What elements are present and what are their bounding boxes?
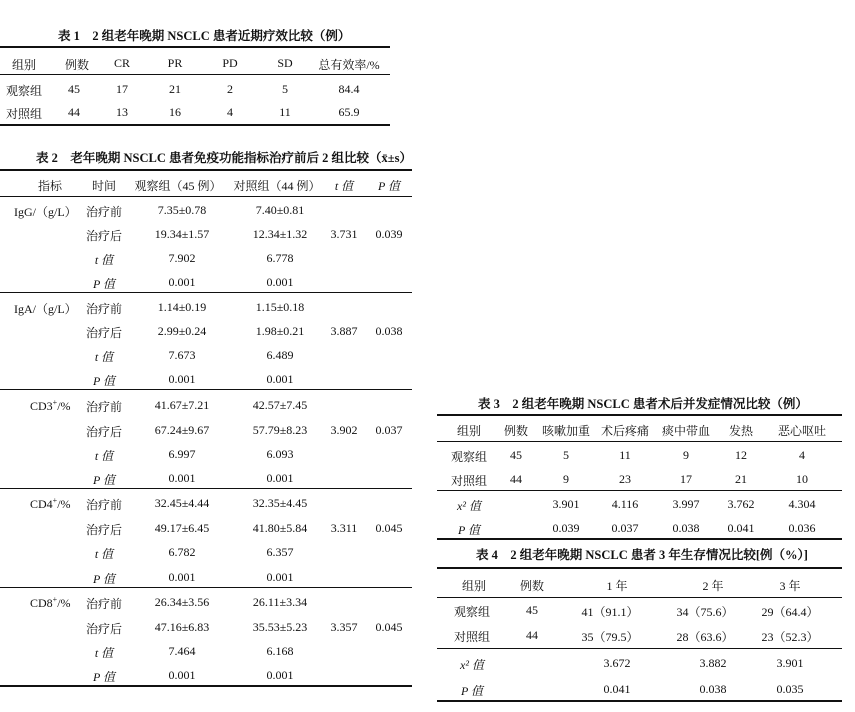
table2-value: 7.902 (168, 251, 196, 265)
table4-cell: 28（63.6） (676, 630, 734, 644)
table2-time: 治疗前 (85, 302, 123, 316)
table3-stat: 0.041 (727, 521, 755, 535)
table4-stat-label: x² 值 (460, 658, 484, 672)
table4-cell: 29（64.4） (761, 605, 819, 619)
table2-value: 67.24±9.67 (154, 423, 210, 437)
table2-header: 时间 (91, 179, 117, 193)
table2-time: t 值 (94, 449, 114, 463)
table4-cell: 45 (526, 603, 538, 617)
table1-header: SD (277, 56, 293, 70)
table2-time: P 值 (92, 374, 116, 388)
table2-time: t 值 (94, 253, 114, 267)
table3-header: 发热 (728, 424, 754, 438)
table2-indicator: CD3+/% (30, 398, 71, 413)
table3-header: 术后疼痛 (600, 424, 650, 438)
table4-stats-rule (437, 648, 842, 649)
table1-cell: 65.9 (338, 105, 360, 119)
table2-time: t 值 (94, 646, 114, 660)
table1-cell: 16 (169, 105, 181, 119)
table2-time: 治疗后 (85, 326, 123, 340)
table2-p: 0.038 (375, 324, 403, 338)
table2-value: 7.464 (168, 644, 196, 658)
table3-header: 咳嗽加重 (541, 424, 591, 438)
table3-stat: 3.997 (672, 497, 700, 511)
table2-value: 0.001 (266, 372, 294, 386)
table2-value: 41.80±5.84 (252, 521, 308, 535)
table3-cell: 44 (510, 472, 522, 486)
table2-time: P 值 (92, 670, 116, 684)
table1-header: PD (222, 56, 238, 70)
table1-cell: 对照组 (5, 107, 43, 121)
table3-stats-rule (437, 490, 842, 491)
table3-cell: 10 (796, 472, 808, 486)
table2-time: 治疗前 (85, 498, 123, 512)
table3-cell: 9 (683, 448, 689, 462)
table2-value: 47.16±6.83 (154, 620, 210, 634)
table3-stat: 0.037 (611, 521, 639, 535)
table2-indicator: IgG/（g/L） (14, 205, 77, 219)
table4-stat: 3.901 (776, 656, 804, 670)
table2-value: 0.001 (168, 668, 196, 682)
table1-top-rule (0, 46, 390, 48)
table3-cell: 对照组 (450, 474, 488, 488)
table2-p: 0.045 (375, 521, 403, 535)
table2-value: 7.35±0.78 (157, 203, 207, 217)
table2-value: 26.34±3.56 (154, 595, 210, 609)
table3-stat: 0.036 (788, 521, 816, 535)
table1-cell: 13 (116, 105, 128, 119)
table2-value: 12.34±1.32 (252, 227, 308, 241)
table2-t: 3.731 (330, 227, 358, 241)
table2-value: 0.001 (168, 471, 196, 485)
table1-cell: 17 (116, 82, 128, 96)
table2-p: 0.039 (375, 227, 403, 241)
table2-time: P 值 (92, 473, 116, 487)
table2-t: 3.311 (330, 521, 358, 535)
table2-header: 对照组（44 例） (233, 179, 321, 193)
table3-header: 组别 (456, 424, 482, 438)
table4-header: 例数 (519, 579, 545, 593)
table2-value: 1.98±0.21 (255, 324, 305, 338)
table2-time: P 值 (92, 572, 116, 586)
table1-header-rule (0, 74, 390, 75)
table1-cell: 5 (282, 82, 288, 96)
table2-group-rule (0, 389, 412, 390)
table2-value: 35.53±5.23 (252, 620, 308, 634)
table4-header: 3 年 (779, 579, 801, 593)
table2-value: 7.40±0.81 (255, 203, 305, 217)
table2-value: 0.001 (266, 668, 294, 682)
table1-title: 表 1 2 组老年晚期 NSCLC 患者近期疗效比较（例） (58, 29, 351, 43)
table3-top-rule (437, 414, 842, 416)
table1-header: 例数 (64, 58, 90, 72)
table3-header: 例数 (503, 424, 529, 438)
table4-stat: 0.041 (603, 682, 631, 696)
table2-value: 1.15±0.18 (255, 300, 305, 314)
table4-stat: 0.038 (699, 682, 727, 696)
table2-value: 57.79±8.23 (252, 423, 308, 437)
table3-cell: 17 (680, 472, 692, 486)
table4-cell: 34（75.6） (676, 605, 734, 619)
table2-header: 指标 (37, 179, 63, 193)
table2-time: 治疗后 (85, 229, 123, 243)
table2-value: 49.17±6.45 (154, 521, 210, 535)
table3-cell: 11 (619, 448, 631, 462)
table2-value: 6.168 (266, 644, 294, 658)
table2-time: P 值 (92, 277, 116, 291)
table2-value: 6.357 (266, 545, 294, 559)
table3-cell: 观察组 (450, 450, 488, 464)
table2-value: 32.35±4.45 (252, 496, 308, 510)
table4-top-rule (437, 567, 842, 569)
table1-cell: 2 (227, 82, 233, 96)
table2-group-rule (0, 488, 412, 489)
table1-cell: 45 (68, 82, 80, 96)
table2-time: t 值 (94, 547, 114, 561)
table2-time: 治疗前 (85, 400, 123, 414)
table4-header: 组别 (461, 579, 487, 593)
table3-header-rule (437, 441, 842, 442)
table2-value: 0.001 (168, 570, 196, 584)
table1-header: PR (167, 56, 183, 70)
table2-time: 治疗后 (85, 425, 123, 439)
table4-stat-label: P 值 (460, 684, 484, 698)
table4-stat: 3.672 (603, 656, 631, 670)
table1-cell: 44 (68, 105, 80, 119)
table3-cell: 23 (619, 472, 631, 486)
table3-bottom-rule (437, 538, 842, 540)
table2-header: 观察组（45 例） (134, 179, 222, 193)
table2-value: 6.782 (168, 545, 196, 559)
table3-stat: 0.039 (552, 521, 580, 535)
table3-stat: 3.901 (552, 497, 580, 511)
table3-stat: 0.038 (672, 521, 700, 535)
table4-cell: 观察组 (453, 605, 491, 619)
table2-value: 6.093 (266, 447, 294, 461)
table4-title: 表 4 2 组老年晚期 NSCLC 患者 3 年生存情况比较[例（%）] (476, 548, 808, 562)
table3-cell: 5 (563, 448, 569, 462)
table2-value: 6.997 (168, 447, 196, 461)
table2-value: 2.99±0.24 (157, 324, 207, 338)
table1-header: CR (113, 56, 131, 70)
table3-cell: 12 (735, 448, 747, 462)
table2-value: 26.11±3.34 (252, 595, 308, 609)
table2-value: 6.778 (266, 251, 294, 265)
table2-t: 3.887 (330, 324, 358, 338)
table2-p: 0.037 (375, 423, 403, 437)
table2-group-rule (0, 292, 412, 293)
table2-value: 7.673 (168, 348, 196, 362)
table3-cell: 9 (563, 472, 569, 486)
table2-value: 6.489 (266, 348, 294, 362)
table4-bottom-rule (437, 700, 842, 702)
table1-header: 总有效率/% (318, 58, 380, 72)
table2-value: 0.001 (266, 471, 294, 485)
table2-header: P 值 (377, 179, 401, 193)
table2-t: 3.902 (330, 423, 358, 437)
table4-cell: 对照组 (453, 630, 491, 644)
table2-indicator: CD8+/% (30, 595, 71, 610)
table1-cell: 11 (279, 105, 291, 119)
table3-stat: 3.762 (727, 497, 755, 511)
table2-value: 0.001 (168, 372, 196, 386)
table4-header: 1 年 (606, 579, 628, 593)
table4-cell: 44 (526, 628, 538, 642)
table2-value: 32.45±4.44 (154, 496, 210, 510)
table1-header: 组别 (11, 58, 37, 72)
table1-cell: 21 (169, 82, 181, 96)
table2-t: 3.357 (330, 620, 358, 634)
table3-title: 表 3 2 组老年晚期 NSCLC 患者术后并发症情况比较（例） (478, 397, 808, 411)
table2-title: 表 2 老年晚期 NSCLC 患者免疫功能指标治疗前后 2 组比较（x̄±s） (36, 151, 412, 165)
table2-time: 治疗前 (85, 205, 123, 219)
table2-value: 1.14±0.19 (157, 300, 207, 314)
table4-header-rule (437, 597, 842, 598)
table3-cell: 21 (735, 472, 747, 486)
table4-cell: 23（52.3） (761, 630, 819, 644)
table2-header-rule (0, 196, 412, 197)
table2-value: 42.57±7.45 (252, 398, 308, 412)
table2-top-rule (0, 169, 412, 171)
table1-cell: 观察组 (5, 84, 43, 98)
table3-stat: 4.116 (611, 497, 639, 511)
table2-time: 治疗前 (85, 597, 123, 611)
table2-bottom-rule (0, 685, 412, 687)
table3-header: 痰中带血 (661, 424, 711, 438)
table4-cell: 35（79.5） (581, 630, 639, 644)
table1-bottom-rule (0, 124, 390, 126)
table2-time: 治疗后 (85, 523, 123, 537)
table3-cell: 4 (799, 448, 805, 462)
table2-header: t 值 (334, 179, 354, 193)
table2-value: 41.67±7.21 (154, 398, 210, 412)
table3-cell: 45 (510, 448, 522, 462)
table2-indicator: CD4+/% (30, 496, 71, 511)
table2-p: 0.045 (375, 620, 403, 634)
table4-cell: 41（91.1） (581, 605, 639, 619)
table4-stat: 0.035 (776, 682, 804, 696)
table4-stat: 3.882 (699, 656, 727, 670)
table2-group-rule (0, 587, 412, 588)
table2-value: 0.001 (266, 570, 294, 584)
table3-stat-label: P 值 (457, 523, 481, 537)
table2-value: 19.34±1.57 (154, 227, 210, 241)
table1-cell: 4 (227, 105, 233, 119)
table3-stat: 4.304 (788, 497, 816, 511)
table2-time: t 值 (94, 350, 114, 364)
table1-cell: 84.4 (338, 82, 360, 96)
table4-header: 2 年 (702, 579, 724, 593)
table2-value: 0.001 (168, 275, 196, 289)
table3-stat-label: x² 值 (457, 499, 481, 513)
table2-indicator: IgA/（g/L） (14, 302, 77, 316)
table2-value: 0.001 (266, 275, 294, 289)
table2-time: 治疗后 (85, 622, 123, 636)
table3-header: 恶心呕吐 (777, 424, 827, 438)
